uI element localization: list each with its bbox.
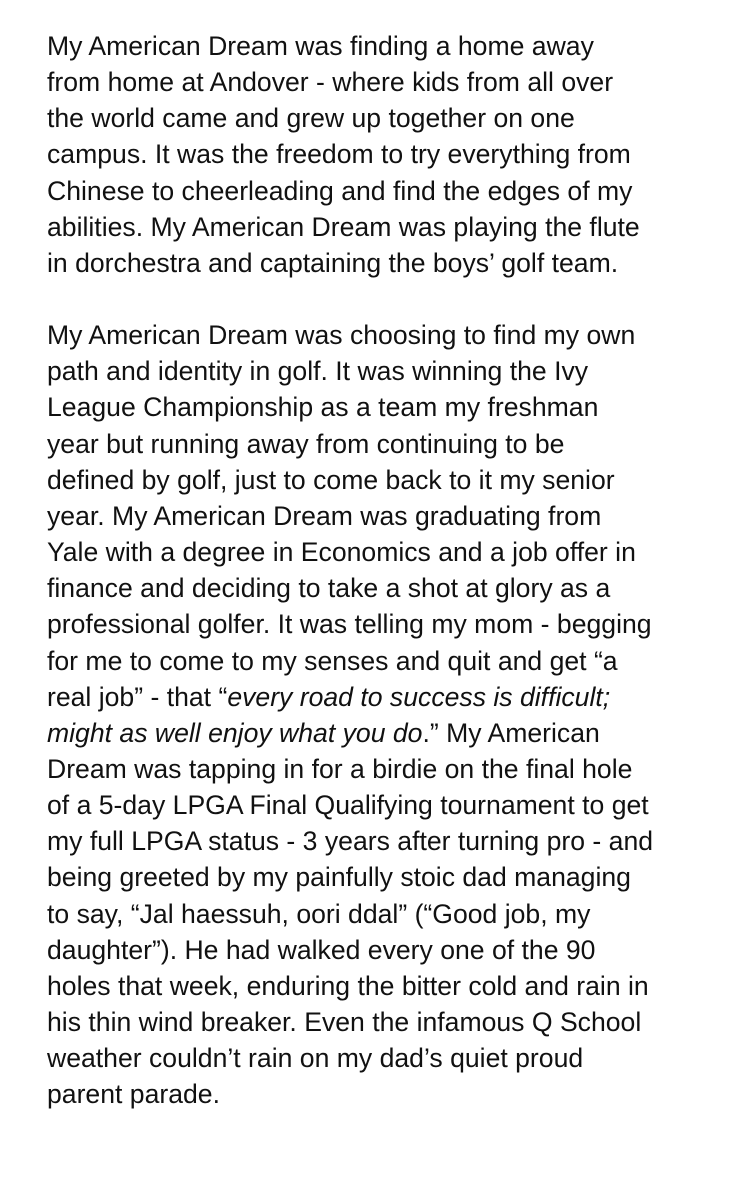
text-run: My American Dream was choosing to find my own — [47, 320, 636, 351]
text-line — [47, 896, 727, 932]
text-run: professional golfer. It was telling my mom - begging — [47, 609, 652, 640]
text-run: of a 5-day LPGA Final Qualifying tournament to get — [47, 790, 649, 821]
paragraph-1 — [47, 28, 727, 281]
text-run: campus. It was the freedom to try everything from — [47, 139, 631, 170]
text-run: finance and deciding to take a shot at glory as a — [47, 573, 611, 604]
text-line — [47, 859, 727, 895]
text-run: holes that week, enduring the bitter cold and rain in — [47, 970, 649, 1001]
text-line — [47, 317, 727, 353]
text-line — [47, 1040, 727, 1076]
text-line — [47, 353, 727, 389]
text-run: being greeted by my painfully stoic dad managing — [47, 862, 631, 893]
text-run: parent parade. — [47, 1079, 220, 1110]
text-run: Dream was tapping in for a birdie on the final hole — [47, 753, 633, 784]
text-run: for me to come to my senses and quit and get “a — [47, 645, 618, 676]
text-line — [47, 823, 727, 859]
text-line — [47, 751, 727, 787]
text-line — [47, 209, 727, 245]
text-run: Chinese to cheerleading and find the edges of my — [47, 175, 633, 206]
text-line — [47, 787, 727, 823]
text-run: path and identity in golf. It was winning the Ivy — [47, 356, 589, 387]
text-run: abilities. My American Dream was playing the flute — [47, 211, 640, 242]
text-line — [47, 715, 727, 751]
text-line — [47, 100, 727, 136]
text-line — [47, 245, 727, 281]
text-run: in dorchestra and captaining the boys’ golf team. — [47, 247, 619, 278]
text-run: weather couldn’t rain on my dad’s quiet proud — [47, 1043, 584, 1074]
text-line — [47, 932, 727, 968]
italic-quote-run: every road to success is difficult; — [227, 681, 611, 712]
text-line — [47, 64, 727, 100]
text-line — [47, 534, 727, 570]
text-line — [47, 570, 727, 606]
text-run: Yale with a degree in Economics and a job offer in — [47, 537, 636, 568]
text-line — [47, 498, 727, 534]
text-run: real job” - that “ — [47, 681, 228, 712]
text-run: League Championship as a team my freshman — [47, 392, 599, 423]
text-line — [47, 968, 727, 1004]
text-line — [47, 389, 727, 425]
text-line — [47, 426, 727, 462]
text-line — [47, 462, 727, 498]
italic-quote-run: might as well enjoy what you do — [47, 717, 423, 748]
text-run: My American Dream was finding a home away — [47, 31, 594, 61]
text-line — [47, 1004, 727, 1040]
text-run: to say, “Jal haessuh, oori ddal” (“Good job, my — [47, 898, 591, 929]
text-line — [47, 136, 727, 172]
text-line — [47, 28, 727, 64]
text-run: from home at Andover - where kids from all over — [47, 67, 614, 98]
text-line — [47, 173, 727, 209]
text-run: daughter”). He had walked every one of the 90 — [47, 934, 596, 965]
text-run: defined by golf, just to come back to it my senior — [47, 464, 615, 495]
paragraph-2 — [47, 317, 727, 1112]
text-line — [47, 1076, 727, 1112]
text-line — [47, 606, 727, 642]
text-run: .” My American — [422, 717, 600, 748]
text-run: my full LPGA status - 3 years after turning pro - and — [47, 826, 654, 857]
document-body — [47, 28, 727, 1113]
text-run: his thin wind breaker. Even the infamous Q School — [47, 1007, 642, 1038]
text-line — [47, 643, 727, 679]
text-run: year. My American Dream was graduating from — [47, 500, 602, 531]
text-run: year but running away from continuing to be — [47, 428, 565, 459]
text-line — [47, 679, 727, 715]
text-run: the world came and grew up together on one — [47, 103, 575, 134]
